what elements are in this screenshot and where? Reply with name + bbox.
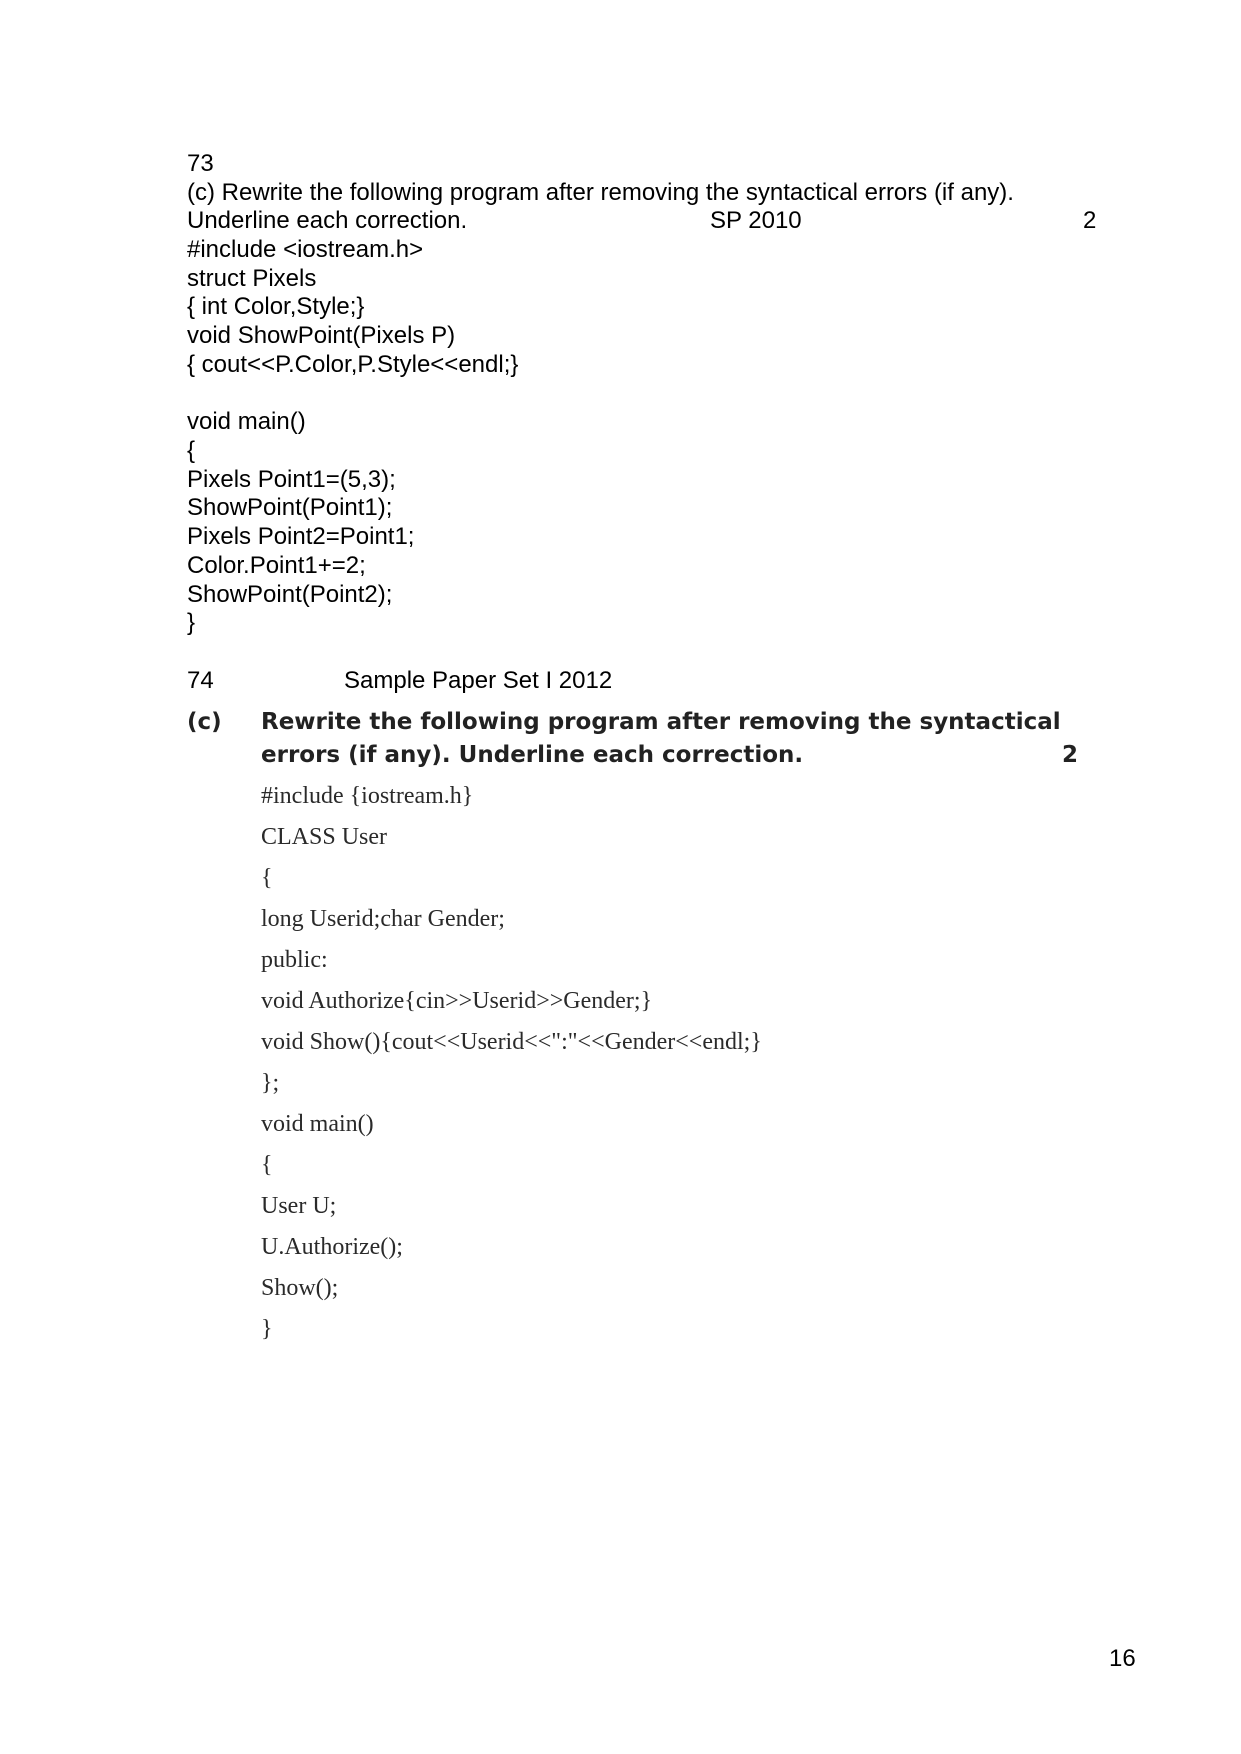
q74-title: Sample Paper Set I 2012 (344, 667, 613, 694)
q73-source-ref: SP 2010 (710, 207, 802, 234)
code-line: { (261, 1152, 273, 1178)
q73-marks: 2 (1083, 207, 1097, 234)
code-line: Pixels Point1=(5,3); (187, 466, 396, 493)
q73-number: 73 (187, 150, 214, 177)
code-line: public: (261, 947, 328, 973)
code-line: void main() (261, 1111, 374, 1137)
code-line: #include <iostream.h> (187, 236, 424, 263)
code-line: Pixels Point2=Point1; (187, 523, 415, 550)
q73-question-line2: Underline each correction. (187, 207, 468, 234)
code-line: User U; (261, 1193, 337, 1219)
code-line: void ShowPoint(Pixels P) (187, 322, 456, 349)
code-line: #include {iostream.h} (261, 783, 474, 809)
q74-question-line1: Rewrite the following program after removing the syntactical (261, 709, 1061, 735)
code-line: Show(); (261, 1275, 339, 1301)
q74-marks: 2 (1062, 742, 1079, 768)
code-line: long Userid;char Gender; (261, 906, 505, 932)
code-line: } (187, 609, 196, 636)
code-line: U.Authorize(); (261, 1234, 403, 1260)
page-number: 16 (1109, 1645, 1136, 1672)
code-line: { (187, 437, 196, 464)
code-line: { (261, 865, 273, 891)
q74-label: (c) (187, 709, 222, 735)
code-line: void main() (187, 408, 306, 435)
q74-number: 74 (187, 667, 214, 694)
code-line: } (261, 1316, 273, 1342)
code-line: void Show(){cout<<Userid<<":"<<Gender<<endl;} (261, 1029, 762, 1055)
code-line: struct Pixels (187, 265, 317, 292)
code-line: Color.Point1+=2; (187, 552, 366, 579)
code-line: { int Color,Style;} (187, 293, 365, 320)
code-line: ShowPoint(Point2); (187, 581, 393, 608)
q74-question-line2: errors (if any). Underline each correction. (261, 742, 804, 768)
code-line: CLASS User (261, 824, 388, 850)
code-line: void Authorize{cin>>Userid>>Gender;} (261, 988, 653, 1014)
code-line: }; (261, 1070, 280, 1096)
q73-question-line1: (c) Rewrite the following program after removing the syntactical errors (if any). (187, 179, 1014, 206)
code-line: ShowPoint(Point1); (187, 494, 393, 521)
code-line: { cout<<P.Color,P.Style<<endl;} (187, 351, 519, 378)
